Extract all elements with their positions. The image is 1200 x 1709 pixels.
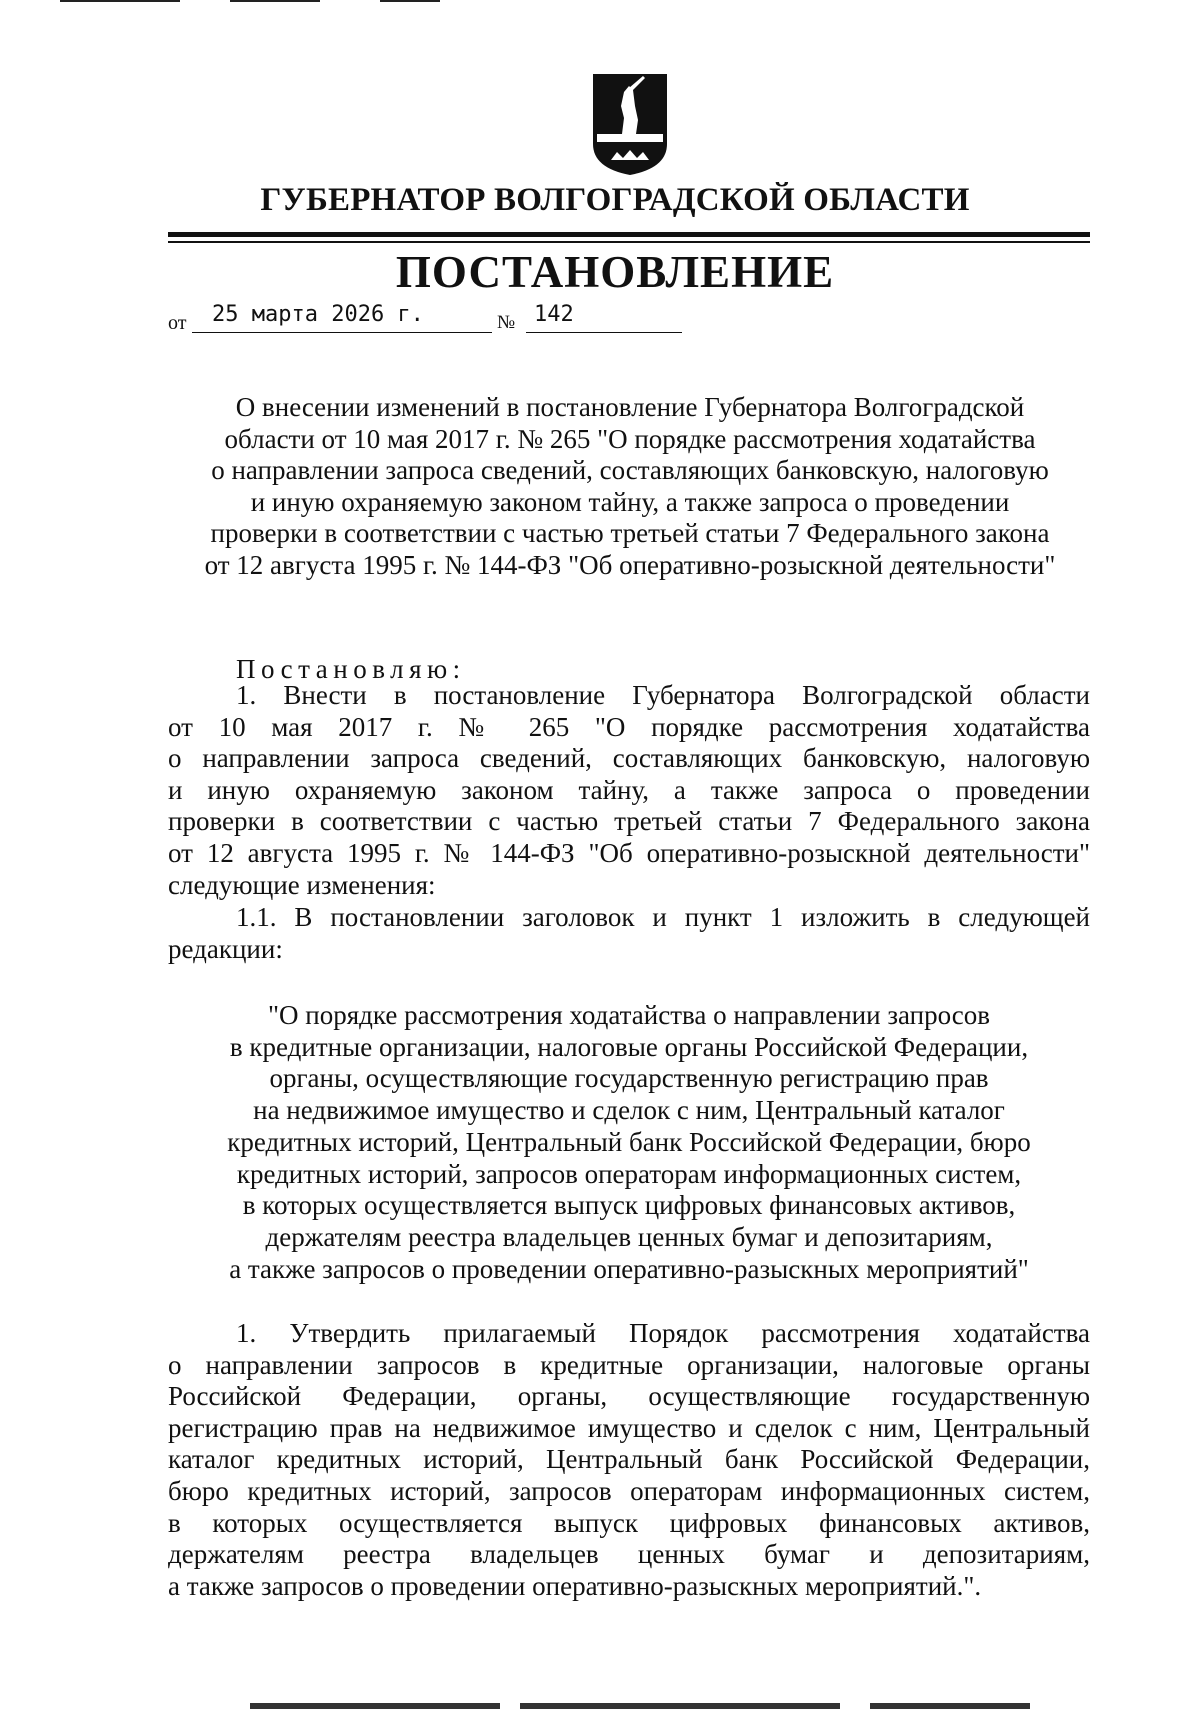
decree-word: Постановляю: [236,654,466,684]
item-1-new-wording [168,1318,1090,1602]
paragraph-line: от 12 августа 1995 г. № 144-ФЗ "Об оперативно-розыскной деятельности" [168,837,1090,868]
paragraph-line: Российской Федерации, органы, осуществляющие государственную [168,1381,1090,1412]
subject-line: О внесении изменений в постановление Губернатора Волгоградской [235,392,1025,422]
date-label: от [168,312,187,334]
paragraph-line: в которых осуществляется выпуск цифровых финансовых активов, [168,1507,1090,1538]
paragraph-line: следующие изменения: [168,869,436,900]
paragraph-line: каталог кредитных историй, Центральный банк Российской Федерации, [168,1444,1090,1475]
subject-line: о направлении запроса сведений, составляющих банковскую, налоговую [211,455,1049,485]
quote-line: в кредитные организации, налоговые органы Российской Федерации, [229,1031,1029,1062]
scan-artifact [60,0,180,2]
scan-artifact [250,1703,500,1709]
paragraph-line: регистрацию прав на недвижимое имущество и сделок с ним, Центральный [168,1412,1090,1443]
paragraph-line: проверки в соответствии с частью третьей статьи 7 Федерального закона [168,806,1090,837]
quote-line: держателям реестра владельцев ценных бумаг и депозитариям, [265,1221,993,1252]
number-label: № [497,312,516,333]
date-field [192,302,492,333]
header-rule-thick [168,232,1090,237]
paragraph-line: 1. Утвердить прилагаемый Порядок рассмотрения ходатайства [236,1318,1090,1348]
subject-line: проверки в соответствии с частью третьей статьи 7 Федерального закона [210,518,1050,548]
paragraph-1 [168,680,1090,901]
document-subject [160,392,1100,581]
quote-line: "О порядке рассмотрения ходатайства о направлении запросов [268,1000,990,1030]
paragraph-line: о направлении запросов в кредитные организации, налоговые органы [168,1349,1090,1380]
header-rule-thin [168,241,1090,243]
paragraph-line: о направлении запроса сведений, составляющих банковскую, налоговую [168,743,1090,774]
document-type-title: ПОСТАНОВЛЕНИЕ [395,247,835,297]
quote-line: а также запросов о проведении оперативно-разыскных мероприятий" [229,1253,1029,1284]
paragraph-line: держателям реестра владельцев ценных бумаг и депозитариям, [168,1539,1090,1570]
subject-line: от 12 августа 1995 г. № 144-ФЗ "Об оперативно-розыскной деятельности" [204,549,1056,580]
paragraph-1-1 [168,902,1090,965]
quote-line: кредитных историй, запросов операторам информационных систем, [236,1158,1022,1189]
number-value: 142 [534,302,574,327]
scan-artifact [520,1703,840,1709]
scan-artifact [380,0,440,2]
paragraph-line: бюро кредитных историй, запросов операторам информационных систем, [168,1475,1090,1506]
date-value: 25 марта 2026 г. [212,302,424,327]
quote-line: на недвижимое имущество и сделок с ним, Центральный каталог [253,1095,1005,1126]
subject-line: и иную охраняемую законом тайну, а также запроса о проведении [250,486,1010,517]
quoted-new-title [168,1000,1090,1285]
subject-line: области от 10 мая 2017 г. № 265 "О порядке рассмотрения ходатайства [224,423,1036,454]
paragraph-line: а также запросов о проведении оперативно-разыскных мероприятий.". [168,1570,982,1601]
paragraph-line: и иную охраняемую законом тайну, а также запроса о проведении [168,774,1090,805]
volgograd-coat-of-arms-icon [591,72,669,176]
quote-line: в которых осуществляется выпуск цифровых финансовых активов, [242,1190,1016,1221]
paragraph-line: 1.1. В постановлении заголовок и пункт 1 изложить в следующей [236,902,1090,932]
quote-line: органы, осуществляющие государственную регистрацию прав [269,1063,989,1094]
scan-artifact [870,1703,1030,1709]
paragraph-line: 1. Внести в постановление Губернатора Волгоградской области [236,680,1090,710]
scan-artifact [230,0,320,2]
paragraph-line: редакции: [168,933,283,964]
quote-line: кредитных историй, Центральный банк Российской Федерации, бюро [227,1126,1031,1157]
paragraph-line: от 10 мая 2017 г. № 265 "О порядке рассмотрения ходатайства [168,711,1090,742]
number-field [526,302,682,333]
issuer-title: ГУБЕРНАТОР ВОЛГОГРАДСКОЙ ОБЛАСТИ [260,182,970,218]
